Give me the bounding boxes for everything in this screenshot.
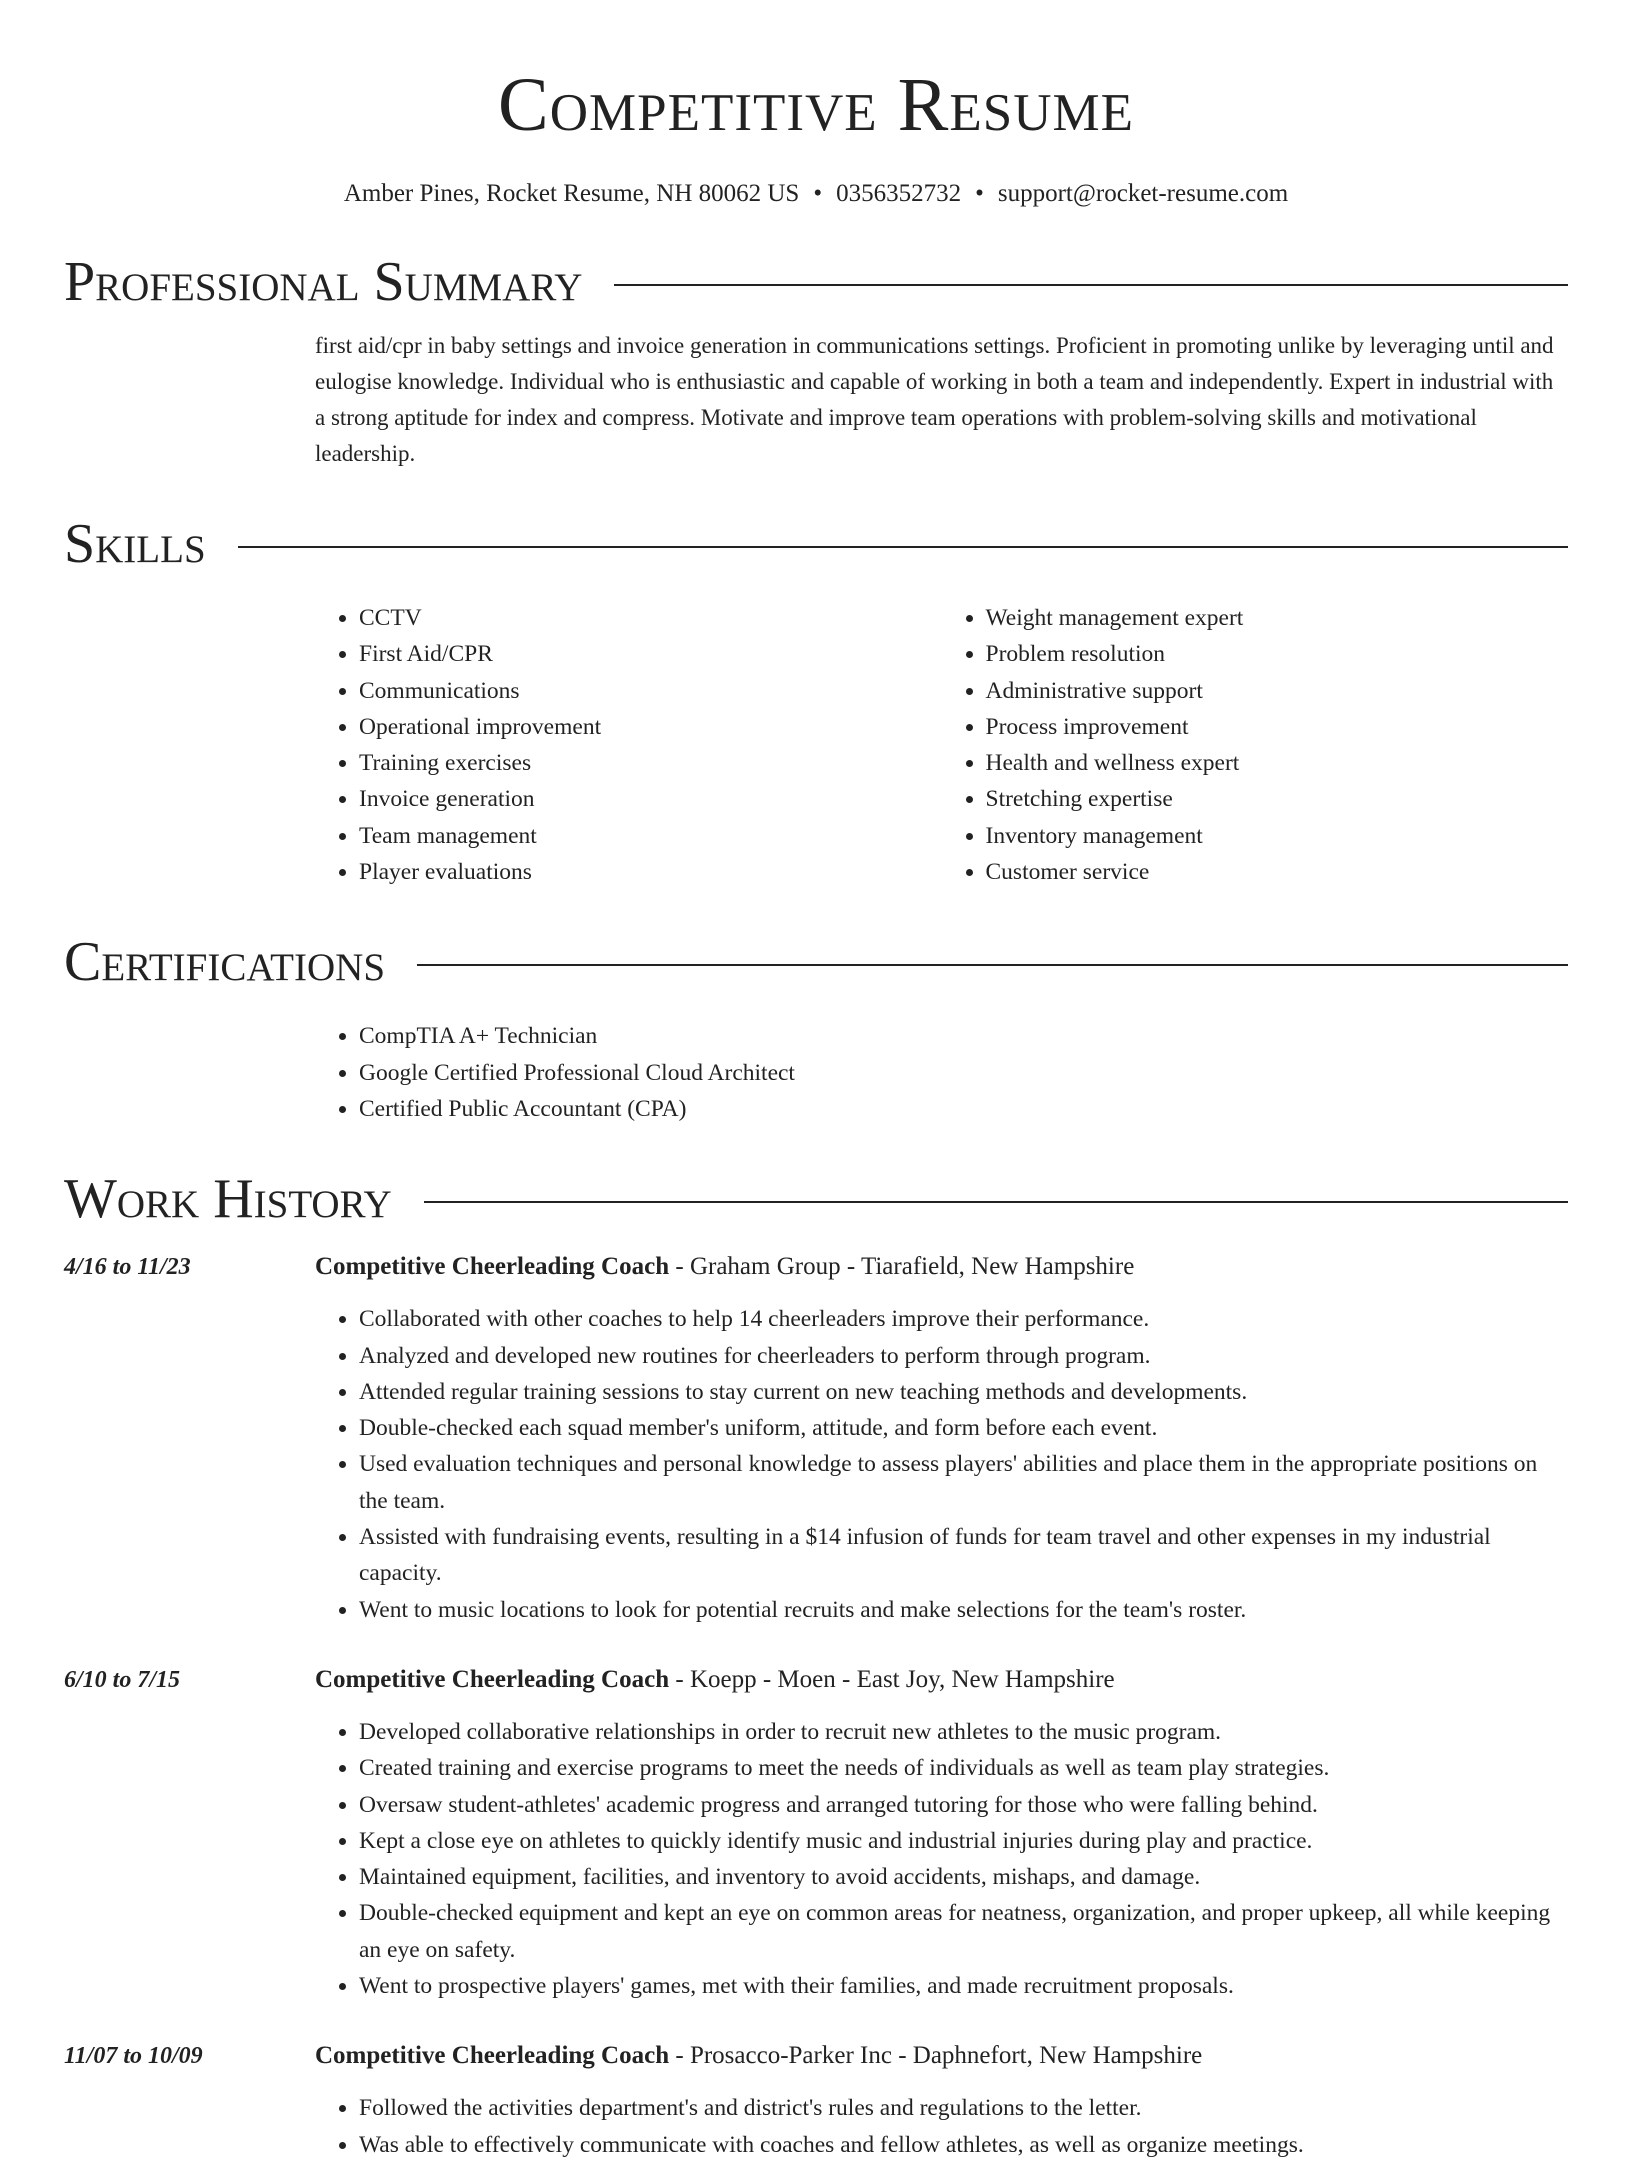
- skill-item: • CCTV: [359, 600, 942, 636]
- skills-section-header: [64, 512, 1568, 576]
- job-title: Competitive Cheerleading Coach: [315, 1665, 670, 1693]
- job-bullet: • Followed the activities department's and district's rules and regulations to the letter.: [359, 2090, 1568, 2126]
- certifications-section-header: [64, 930, 1568, 994]
- section-divider: [417, 964, 1568, 966]
- summary-section-header: [64, 250, 1568, 314]
- skill-item: • Player evaluations: [359, 854, 942, 890]
- job-dates: 6/10 to 7/15: [64, 1666, 181, 1693]
- job-bullet: • Went to prospective players' games, met with their families, and made recruitment proposals.: [359, 1968, 1568, 2004]
- resume-name: Competitive Resume: [498, 63, 1134, 147]
- job-bullet: • Was able to effectively communicate with coaches and fellow athletes, as well as organize meetings.: [359, 2127, 1568, 2163]
- job-bullet: • Double-checked each squad member's uniform, attitude, and form before each event.: [359, 1410, 1568, 1446]
- job-bullet: • Developed collaborative relationships in order to recruit new athletes to the music program.: [359, 1714, 1568, 1750]
- job-body: [315, 1662, 1568, 2004]
- job-dates: 11/07 to 10/09: [64, 2043, 203, 2070]
- job-title-line: [315, 1662, 1568, 1698]
- skill-item: • Operational improvement: [359, 709, 942, 745]
- job-bullets: [315, 1301, 1568, 1628]
- job-bullet: • Went to music locations to look for potential recruits and make selections for the team's roster.: [359, 1592, 1568, 1628]
- skill-item: • Stretching expertise: [986, 781, 1569, 817]
- skills-grid: [315, 600, 1568, 890]
- job-entry: [64, 1662, 1568, 2004]
- skill-item: • Customer service: [986, 854, 1569, 890]
- skill-item: • Inventory management: [986, 818, 1569, 854]
- job-bullet: • Maintained equipment, facilities, and inventory to avoid accidents, mishaps, and damage.: [359, 1859, 1568, 1895]
- job-bullets: [315, 2090, 1568, 2163]
- skill-item: • Invoice generation: [359, 781, 942, 817]
- job-bullet: • Created training and exercise programs to meet the needs of individuals as well as team play strategies.: [359, 1750, 1568, 1786]
- work-heading: Work History: [64, 1168, 392, 1231]
- job-bullets: [315, 1714, 1568, 2004]
- section-divider: [238, 546, 1568, 548]
- skill-item: • Weight management expert: [986, 600, 1569, 636]
- contact-line: [64, 178, 1568, 210]
- skill-item: • Communications: [359, 673, 942, 709]
- skill-item: • First Aid/CPR: [359, 636, 942, 672]
- summary-heading: Professional Summary: [64, 251, 583, 313]
- contact-separator: •: [813, 180, 823, 207]
- skill-item: • Process improvement: [986, 709, 1569, 745]
- job-bullet: • Used evaluation techniques and personal knowledge to assess players' abilities and place them in the appropriate positions on the team.: [359, 1446, 1568, 1519]
- contact-email: support@rocket-resume.com: [997, 180, 1289, 207]
- job-employer: - Prosacco-Parker Inc - Daphnefort, New Hampshire: [669, 2042, 1203, 2070]
- contact-separator: •: [975, 180, 984, 207]
- skill-item: • Health and wellness expert: [986, 745, 1569, 781]
- job-title: Competitive Cheerleading Coach: [315, 1253, 670, 1281]
- work-section-header: [64, 1167, 1568, 1231]
- job-entry: [64, 1249, 1568, 1628]
- certification-item: • CompTIA A+ Technician: [359, 1018, 1568, 1054]
- section-divider: [614, 284, 1568, 286]
- job-bullet: • Oversaw student-athletes' academic progress and arranged tutoring for those who were falling behind.: [359, 1787, 1568, 1823]
- certification-item: • Google Certified Professional Cloud Architect: [359, 1055, 1568, 1091]
- job-bullet: • Attended regular training sessions to stay current on new teaching methods and developments.: [359, 1374, 1568, 1410]
- job-title-line: [315, 1249, 1568, 1285]
- job-bullet: • Collaborated with other coaches to help 14 cheerleaders improve their performance.: [359, 1301, 1568, 1337]
- skill-item: • Problem resolution: [986, 636, 1569, 672]
- section-divider: [424, 1201, 1568, 1203]
- job-body: [315, 1249, 1568, 1628]
- skills-list-right: [942, 600, 1569, 890]
- skill-item: • Team management: [359, 818, 942, 854]
- job-dates: 4/16 to 11/23: [64, 1254, 191, 1281]
- skills-heading: Skills: [64, 513, 206, 575]
- certifications-list: [315, 1018, 1568, 1127]
- job-bullet: • Assisted with fundraising events, resulting in a $14 infusion of funds for team travel and other expenses in my industrial capacity.: [359, 1519, 1568, 1592]
- certification-item: • Certified Public Accountant (CPA): [359, 1091, 1568, 1127]
- job-entry: [64, 2038, 1568, 2163]
- certifications-heading: Certifications: [64, 931, 386, 994]
- skills-list-left: [315, 600, 942, 890]
- job-body: [315, 2038, 1568, 2163]
- job-bullet: • Analyzed and developed new routines for cheerleaders to perform through program.: [359, 1338, 1568, 1374]
- job-title: Competitive Cheerleading Coach: [315, 2042, 670, 2070]
- contact-phone: 0356352732: [836, 180, 962, 207]
- summary-text: first aid/cpr in baby settings and invoice generation in communications settings. Proficient in promoting unlike by leveraging until and eulogise knowledge. Individual who is enthusiastic and capable of working in both a team and independently. Expert in industrial with a strong aptitude for index and compress. Motivate and improve team operations with problem-solving skills and motivational leadership.: [315, 333, 1554, 466]
- job-bullet: • Kept a close eye on athletes to quickly identify music and industrial injuries during play and practice.: [359, 1823, 1568, 1859]
- skill-item: • Administrative support: [986, 673, 1569, 709]
- contact-address: Amber Pines, Rocket Resume, NH 80062 US: [343, 180, 800, 207]
- job-bullet: • Double-checked equipment and kept an eye on common areas for neatness, organization, and proper upkeep, all while keeping an eye on safety.: [359, 1895, 1568, 1968]
- skill-item: • Training exercises: [359, 745, 942, 781]
- job-employer: - Koepp - Moen - East Joy, New Hampshire: [669, 1665, 1115, 1693]
- job-title-line: [315, 2038, 1568, 2074]
- job-employer: - Graham Group - Tiarafield, New Hampshire: [669, 1253, 1135, 1281]
- certifications-block: [315, 1018, 1568, 1127]
